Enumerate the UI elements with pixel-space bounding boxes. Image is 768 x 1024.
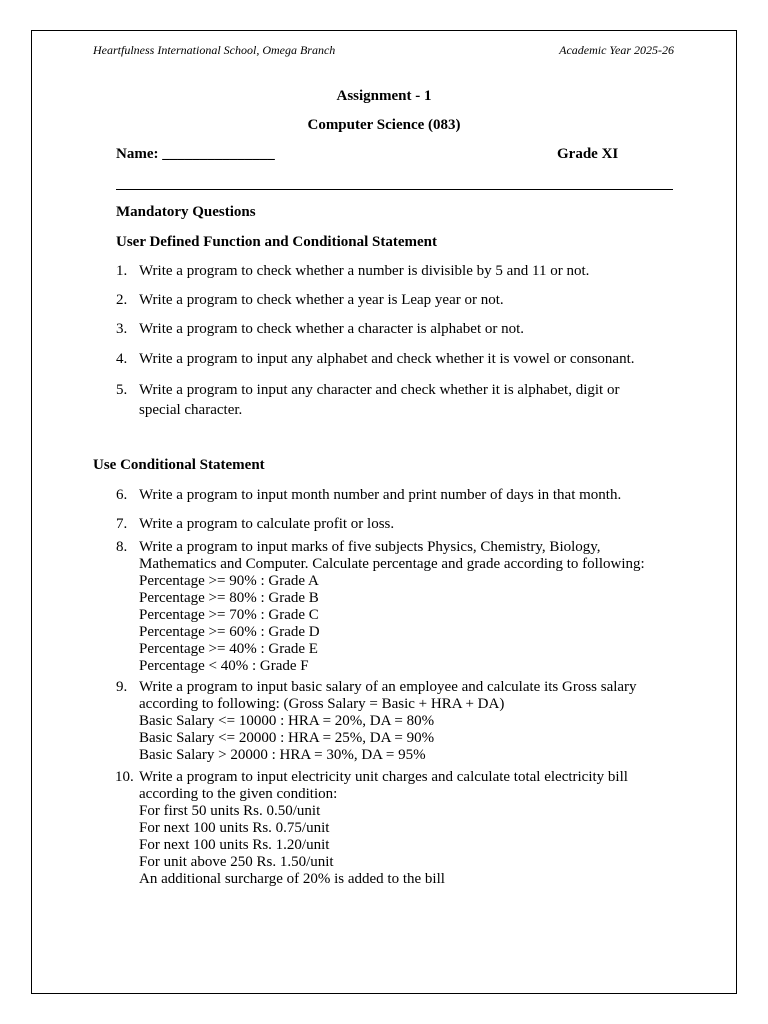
school-name: Heartfulness International School, Omega Branch [93, 43, 336, 57]
question-number: 8. [116, 539, 128, 555]
question-item [116, 487, 676, 504]
question-line: Mathematics and Computer. Calculate percentage and grade according to following: [139, 556, 645, 572]
question-line: according to the given condition: [139, 786, 338, 802]
question-line: For next 100 units Rs. 0.75/unit [139, 820, 330, 836]
question-line: Write a program to calculate profit or loss. [139, 516, 395, 532]
question-line: Percentage < 40% : Grade F [139, 658, 309, 674]
question-line: Basic Salary <= 10000 : HRA = 20%, DA = 80% [139, 713, 435, 729]
question-item [116, 263, 676, 280]
question-line: Write a program to input month number and print number of days in that month. [139, 487, 622, 503]
academic-year: Academic Year 2025-26 [559, 43, 674, 57]
question-number: 3. [116, 321, 128, 337]
question-item [116, 380, 676, 420]
question-line: Write a program to check whether a year is Leap year or not. [139, 292, 504, 308]
question-item [116, 679, 676, 764]
question-line: Percentage >= 40% : Grade E [139, 641, 318, 657]
question-line: For unit above 250 Rs. 1.50/unit [139, 854, 334, 870]
question-line: special character. [139, 402, 243, 418]
question-line: Write a program to input electricity unit charges and calculate total electricity bill [139, 769, 628, 785]
question-number: 2. [116, 292, 128, 308]
question-line: For first 50 units Rs. 0.50/unit [139, 803, 321, 819]
question-item [116, 292, 676, 309]
question-item [116, 769, 676, 888]
question-number: 10. [115, 769, 134, 785]
question-line: Write a program to input marks of five subjects Physics, Chemistry, Biology, [139, 539, 601, 555]
assignment-title: Assignment - 1 [336, 88, 432, 104]
section-heading-mandatory: Mandatory Questions [116, 204, 256, 220]
section-subheading-udf: User Defined Function and Conditional Statement [116, 234, 437, 250]
question-line: Write a program to input any alphabet and check whether it is vowel or consonant. [139, 351, 635, 367]
grade-label: Grade XI [557, 146, 619, 162]
question-line: For next 100 units Rs. 1.20/unit [139, 837, 330, 853]
question-number: 9. [116, 679, 128, 695]
question-number: 6. [116, 487, 128, 503]
question-item [116, 321, 676, 338]
question-item [116, 539, 676, 675]
question-line: Write a program to check whether a number is divisible by 5 and 11 or not. [139, 263, 590, 279]
question-line: Write a program to check whether a character is alphabet or not. [139, 321, 525, 337]
question-line: Percentage >= 90% : Grade A [139, 573, 319, 589]
question-item [116, 351, 676, 368]
question-line: according to following: (Gross Salary = Basic + HRA + DA) [139, 696, 505, 712]
question-number: 7. [116, 516, 128, 532]
question-number: 1. [116, 263, 128, 279]
section-heading-conditional: Use Conditional Statement [93, 457, 265, 473]
question-line: Percentage >= 70% : Grade C [139, 607, 319, 623]
question-item [116, 516, 676, 533]
question-line: Write a program to input any character and check whether it is alphabet, digit or [139, 382, 620, 398]
question-line: Percentage >= 80% : Grade B [139, 590, 319, 606]
question-line: Percentage >= 60% : Grade D [139, 624, 320, 640]
question-line: Basic Salary > 20000 : HRA = 30%, DA = 95% [139, 747, 426, 763]
question-line: Write a program to input basic salary of an employee and calculate its Gross salary [139, 679, 637, 695]
question-number: 4. [116, 351, 128, 367]
question-line: An additional surcharge of 20% is added to the bill [139, 871, 445, 887]
name-field: Name: _______________ [116, 146, 275, 162]
question-number: 5. [116, 382, 128, 398]
question-line: Basic Salary <= 20000 : HRA = 25%, DA = 90% [139, 730, 435, 746]
subject-title: Computer Science (083) [307, 117, 461, 133]
divider [116, 189, 673, 190]
